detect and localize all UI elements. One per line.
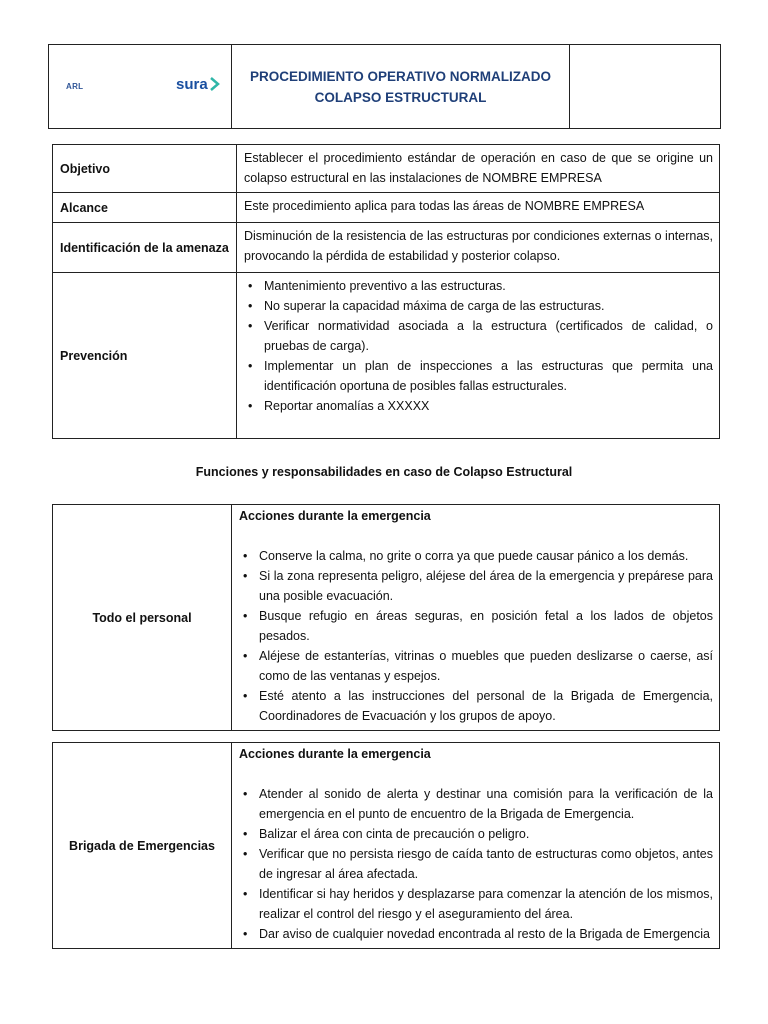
arl-label: ARL (66, 82, 84, 91)
objective-row (53, 145, 720, 193)
scope-label: Alcance (53, 193, 237, 223)
section-title: Funciones y responsabilidades en caso de Colapso Estructural (195, 465, 573, 479)
header-table (48, 44, 721, 129)
list-item: • Reportar anomalías a XXXXX (264, 396, 713, 416)
role-table-all-staff (52, 504, 720, 731)
list-item: • Balizar el área con cinta de precaución o peligro. (259, 824, 713, 844)
prevention-label: Prevención (53, 273, 237, 439)
list-item: • Dar aviso de cualquier novedad encontrada al resto de la Brigada de Emergencia (259, 924, 713, 944)
actions-list (239, 546, 713, 726)
prevention-row (53, 273, 720, 439)
list-item: • Conserve la calma, no grite o corra ya que puede causar pánico a los demás. (259, 546, 713, 566)
list-item: • No superar la capacidad máxima de carga de las estructuras. (264, 296, 713, 316)
list-item: • Mantenimiento preventivo a las estructuras. (264, 276, 713, 296)
prevention-cell (237, 273, 720, 439)
role-actions-cell (232, 743, 720, 949)
list-item: • Busque refugio en áreas seguras, en posición fetal a los lados de objetos pesados. (259, 606, 713, 646)
role-actions-cell (232, 505, 720, 731)
procedure-table (52, 144, 720, 439)
list-item: • Verificar que no persista riesgo de caída tanto de estructuras como objetos, antes de ingresar al área afectada. (259, 844, 713, 884)
objective-text: Establecer el procedimiento estándar de operación en caso de que se origine un colapso estructural en las instalaciones de NOMBRE EMPRESA (237, 145, 720, 193)
list-item: • Si la zona representa peligro, aléjese del área de la emergencia y prepárese para una posible evacuación. (259, 566, 713, 606)
scope-text: Este procedimiento aplica para todas las áreas de NOMBRE EMPRESA (237, 193, 720, 223)
list-item: • Aléjese de estanterías, vitrinas o muebles que pueden deslizarse o caerse, así como de las ventanas y espejos. (259, 646, 713, 686)
list-item: • Verificar normatividad asociada a la estructura (certificados de calidad, o pruebas de carga). (264, 316, 713, 356)
threat-label: Identificación de la amenaza (53, 223, 237, 273)
list-item: • Esté atento a las instrucciones del personal de la Brigada de Emergencia, Coordinadores de Evacuación y los grupos de apoyo. (259, 686, 713, 726)
document-title (232, 45, 570, 129)
logo-cell (49, 45, 232, 129)
threat-row (53, 223, 720, 273)
list-item: • Implementar un plan de inspecciones a las estructuras que permita una identificación oportuna de posibles fallas estructurales. (264, 356, 713, 396)
prevention-list (244, 276, 713, 416)
role-name: Brigada de Emergencias (53, 743, 232, 949)
sura-brand-text: sura (176, 76, 208, 93)
scope-row (53, 193, 720, 223)
title-line-1: PROCEDIMIENTO OPERATIVO NORMALIZADO (249, 68, 551, 84)
threat-text: Disminución de la resistencia de las estructuras por condiciones externas o internas, provocando la pérdida de estabilidad y posterior colapso. (237, 223, 720, 273)
blank-header-cell (570, 45, 721, 129)
actions-heading: Acciones durante la emergencia (239, 747, 431, 761)
actions-list (239, 784, 713, 944)
sura-logo (176, 76, 221, 93)
title-line-2: COLAPSO ESTRUCTURAL (314, 89, 487, 105)
actions-heading: Acciones durante la emergencia (239, 509, 431, 523)
list-item: • Identificar si hay heridos y desplazarse para comenzar la atención de los mismos, realizar el control del riesgo y el aseguramiento del área. (259, 884, 713, 924)
sura-arrow-icon (209, 77, 221, 91)
role-table-brigade (52, 742, 720, 949)
objective-label: Objetivo (53, 145, 237, 193)
list-item: • Atender al sonido de alerta y destinar una comisión para la verificación de la emergencia en el punto de encuentro de la Brigada de Emergencia. (259, 784, 713, 824)
role-name: Todo el personal (53, 505, 232, 731)
